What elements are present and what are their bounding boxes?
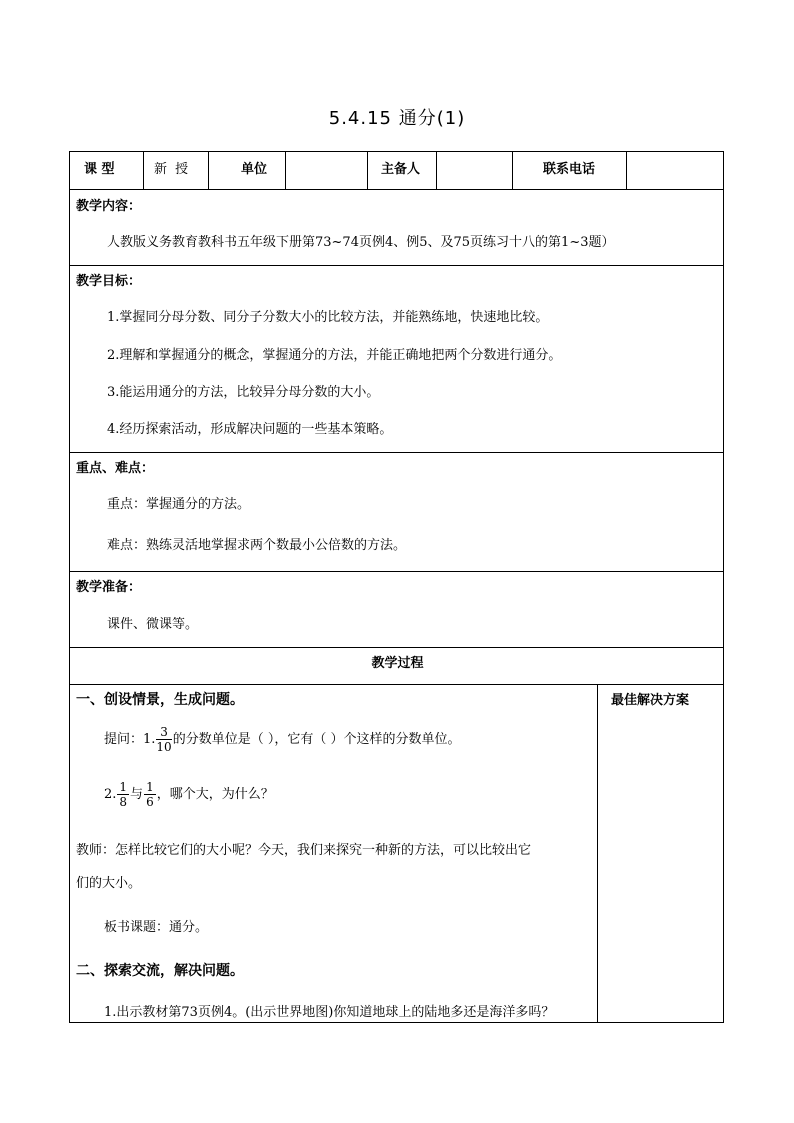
col-divider bbox=[626, 152, 627, 189]
content-label: 教学内容： bbox=[76, 199, 142, 214]
fraction bbox=[117, 780, 129, 809]
col-divider bbox=[285, 152, 286, 189]
col-divider bbox=[143, 152, 144, 189]
section-title: 二、探索交流，解决问题。 bbox=[76, 963, 244, 979]
preparation-label: 教学准备： bbox=[76, 580, 142, 595]
objective-item: 3.能运用通分的方法，比较异分母分数的大小。 bbox=[107, 385, 380, 400]
row-divider bbox=[70, 684, 723, 685]
fraction-numerator: 1 bbox=[119, 780, 128, 794]
question-2-suffix: ，哪个大，为什么？ bbox=[156, 787, 274, 802]
lesson-plan-table bbox=[69, 151, 724, 1023]
objective-item: 2.理解和掌握通分的概念，掌握通分的方法，并能正确地把两个分数进行通分。 bbox=[107, 348, 562, 363]
course-type-label: 课 型 bbox=[84, 162, 115, 177]
row-divider bbox=[70, 189, 723, 190]
teacher-line: 们的大小。 bbox=[76, 876, 142, 891]
objectives-label: 教学目标： bbox=[76, 274, 142, 289]
row-divider bbox=[70, 647, 723, 648]
row-divider bbox=[70, 265, 723, 266]
objective-item: 1.掌握同分母分数、同分子分数大小的比较方法，并能熟练地，快速地比较。 bbox=[107, 310, 549, 325]
difficult-point: 难点：熟练灵活地掌握求两个数最小公倍数的方法。 bbox=[107, 538, 407, 553]
fraction bbox=[156, 725, 171, 754]
course-type-value: 新 授 bbox=[154, 162, 191, 177]
section-title: 一、创设情景，生成问题。 bbox=[76, 692, 244, 708]
phone-label: 联系电话 bbox=[542, 162, 595, 177]
solution-header: 最佳解决方案 bbox=[611, 693, 690, 708]
question-1-prefix: 提问：1. bbox=[104, 732, 156, 747]
question-1-suffix: 的分数单位是（ ），它有（ ）个这样的分数单位。 bbox=[172, 732, 461, 747]
question-1 bbox=[104, 725, 460, 755]
col-divider bbox=[367, 152, 368, 189]
unit-label: 单位 bbox=[241, 162, 268, 177]
question-2-mid: 与 bbox=[130, 787, 144, 802]
question-2-prefix: 2. bbox=[104, 787, 117, 802]
fraction-denominator: 6 bbox=[146, 795, 154, 809]
question-2 bbox=[104, 780, 274, 810]
fraction bbox=[144, 780, 156, 809]
fraction-denominator: 8 bbox=[119, 795, 128, 809]
page-title: 5.4.15 通分(1) bbox=[328, 108, 466, 129]
preparation-text: 课件、微课等。 bbox=[107, 617, 199, 632]
row-divider bbox=[70, 452, 723, 453]
board-title: 板书课题：通分。 bbox=[104, 920, 209, 935]
key-point: 重点：掌握通分的方法。 bbox=[107, 497, 251, 512]
objective-item: 4.经历探索活动，形成解决问题的一些基本策略。 bbox=[107, 422, 393, 437]
col-divider bbox=[436, 152, 437, 189]
teacher-line: 教师：怎样比较它们的大小呢？今天，我们来探究一种新的方法，可以比较出它 bbox=[76, 843, 532, 858]
content-text: 人教版义务教育教科书五年级下册第73~74页例4、例5、及75页练习十八的第1~3题） bbox=[107, 235, 615, 250]
process-header: 教学过程 bbox=[371, 656, 424, 671]
col-divider bbox=[208, 152, 209, 189]
process-item: 1.出示教材第73页例4。(出示世界地图)你知道地球上的陆地多还是海洋多吗？ bbox=[104, 1005, 555, 1020]
row-divider bbox=[70, 571, 723, 572]
fraction-numerator: 1 bbox=[146, 780, 154, 794]
key-points-label: 重点、难点： bbox=[76, 461, 155, 476]
fraction-denominator: 10 bbox=[156, 740, 172, 754]
col-divider bbox=[597, 684, 598, 1023]
preparer-label: 主备人 bbox=[381, 162, 421, 177]
fraction-numerator: 3 bbox=[156, 725, 171, 740]
